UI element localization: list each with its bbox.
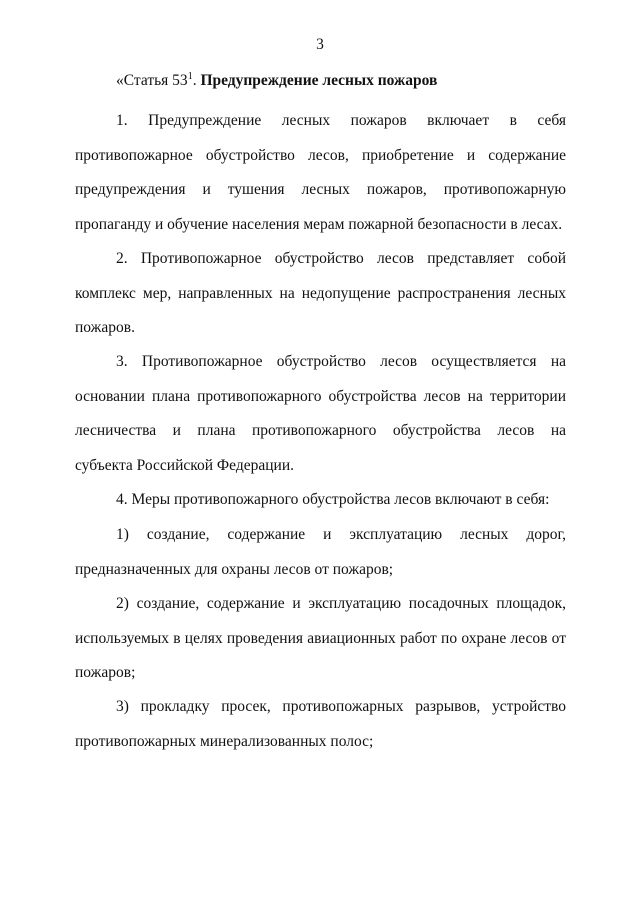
paragraph-line: противопожарное обустройство лесов, приобретение и содержание [75, 146, 566, 164]
list-item-3 [75, 690, 566, 759]
paragraph-line: 3) прокладку просек, противопожарных разрывов, устройство [116, 698, 566, 715]
paragraph-2 [75, 242, 566, 346]
paragraph-line: 3. Противопожарное обустройство лесов осуществляется на [116, 353, 566, 370]
list-item-2 [75, 587, 566, 691]
paragraph-line: предупреждения и тушения лесных пожаров, противопожарную [75, 181, 566, 198]
paragraph-line: 2) создание, содержание и эксплуатацию посадочных площадок, [116, 595, 566, 612]
paragraph-line: пожаров. [75, 319, 135, 336]
paragraph-line: пропаганду и обучение населения мерам пожарной безопасности в лесах. [75, 215, 563, 233]
paragraph-line: 2. Противопожарное обустройство лесов представляет собой [116, 250, 566, 267]
article-prefix: «Статья 53 [116, 72, 188, 89]
paragraph-4 [75, 483, 566, 518]
article-separator: . [192, 72, 201, 89]
paragraph-line: 1) создание, содержание и эксплуатацию лесных дорог, [116, 526, 566, 543]
paragraph-line: субъекта Российской Федерации. [75, 456, 294, 474]
paragraph-line: используемых в целях проведения авиационных работ по охране лесов от [75, 629, 566, 647]
page-number: 3 [316, 36, 324, 53]
paragraph-3 [75, 345, 566, 483]
paragraph-line: 1. Предупреждение лесных пожаров включает в себя [116, 112, 566, 129]
article-superscript: 1 [187, 71, 193, 82]
paragraph-line: 4. Меры противопожарного обустройства лесов включают в себя: [116, 491, 550, 508]
article-heading [116, 72, 437, 90]
list-item-1 [75, 518, 566, 587]
paragraph-line: комплекс мер, направленных на недопущение распространения лесных [75, 284, 566, 302]
paragraph-line: пожаров; [75, 664, 136, 681]
paragraph-line: противопожарных минерализованных полос; [75, 732, 374, 750]
paragraph-line: лесничества и плана противопожарного обустройства лесов на [75, 422, 566, 439]
paragraph-line: основании плана противопожарного обустройства лесов на территории [75, 387, 566, 405]
paragraph-line: предназначенных для охраны лесов от пожаров; [75, 560, 394, 578]
article-title: Предупреждение лесных пожаров [200, 72, 438, 89]
paragraph-1 [75, 104, 566, 242]
